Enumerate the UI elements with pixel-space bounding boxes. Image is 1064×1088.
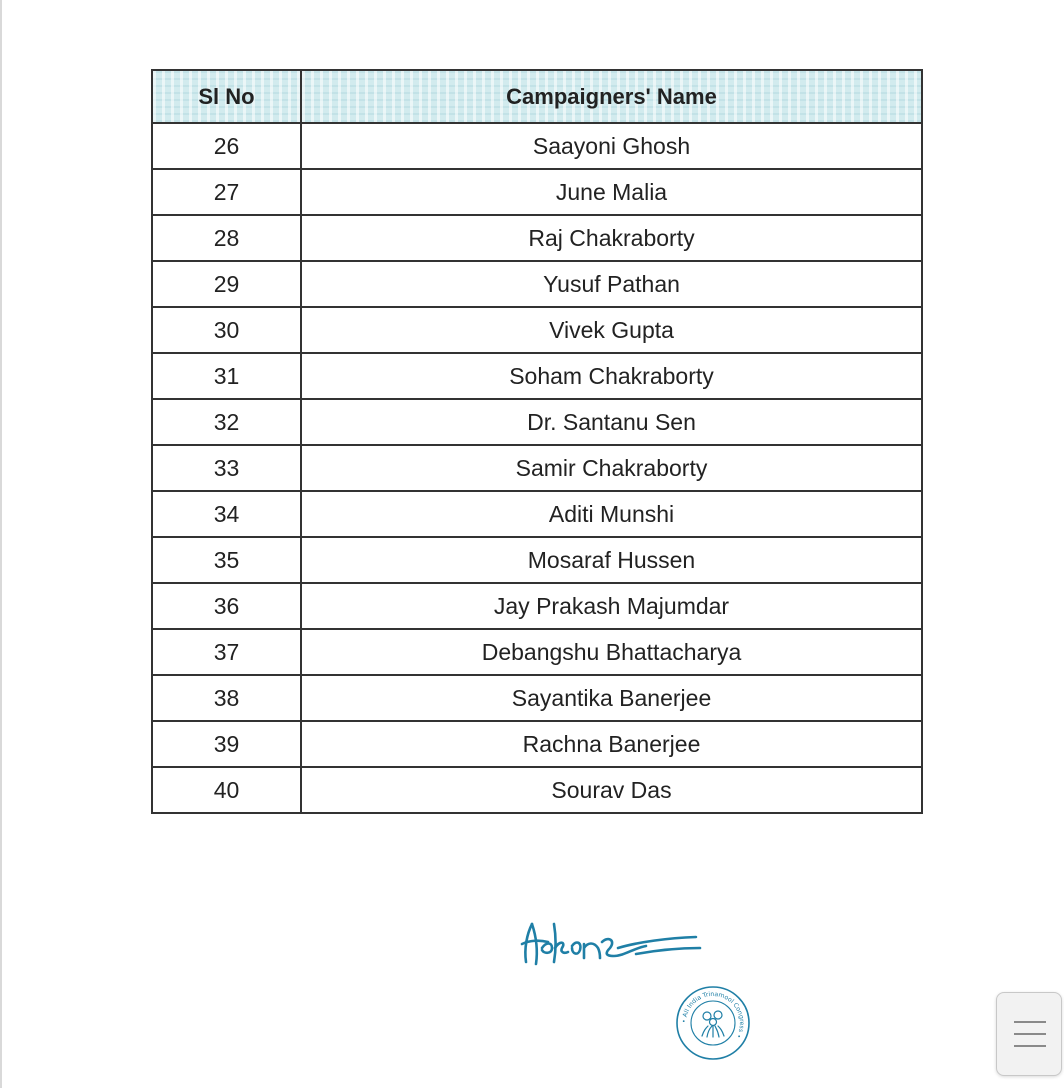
campaigner-name-cell: Sayantika Banerjee — [301, 675, 922, 721]
table-body — [152, 123, 922, 813]
table-row — [152, 721, 922, 767]
flower-grass-emblem-icon — [702, 1011, 724, 1037]
sl-no-cell: 32 — [152, 399, 301, 445]
table-row — [152, 399, 922, 445]
handwritten-signature-icon — [518, 918, 703, 970]
sl-no-cell: 36 — [152, 583, 301, 629]
table-row — [152, 445, 922, 491]
campaigner-name-cell: Samir Chakraborty — [301, 445, 922, 491]
sl-no-cell: 38 — [152, 675, 301, 721]
campaigner-name-cell: Debangshu Bhattacharya — [301, 629, 922, 675]
party-seal — [674, 984, 752, 1062]
campaigner-name-cell: Saayoni Ghosh — [301, 123, 922, 169]
sl-no-cell: 40 — [152, 767, 301, 813]
campaigner-name-cell: Aditi Munshi — [301, 491, 922, 537]
table-row — [152, 491, 922, 537]
table-row — [152, 215, 922, 261]
sl-no-cell: 31 — [152, 353, 301, 399]
campaigner-name-cell: Jay Prakash Majumdar — [301, 583, 922, 629]
sl-no-cell: 30 — [152, 307, 301, 353]
table-row — [152, 537, 922, 583]
table-row — [152, 583, 922, 629]
campaigner-name-cell: Vivek Gupta — [301, 307, 922, 353]
header-campaigner-name: Campaigners' Name — [301, 70, 922, 123]
seal-text: • All India Trinamool Congress • — [680, 990, 746, 1040]
table-row — [152, 353, 922, 399]
sl-no-cell: 28 — [152, 215, 301, 261]
campaigner-name-cell: Mosaraf Hussen — [301, 537, 922, 583]
header-sl-no: Sl No — [152, 70, 301, 123]
page-edge — [0, 0, 2, 1088]
sl-no-cell: 27 — [152, 169, 301, 215]
sl-no-cell: 37 — [152, 629, 301, 675]
table-row — [152, 261, 922, 307]
table-row — [152, 675, 922, 721]
sl-no-cell: 35 — [152, 537, 301, 583]
sl-no-cell: 39 — [152, 721, 301, 767]
campaigner-name-cell: Rachna Banerjee — [301, 721, 922, 767]
table-row — [152, 307, 922, 353]
campaigner-name-cell: Soham Chakraborty — [301, 353, 922, 399]
sl-no-cell: 34 — [152, 491, 301, 537]
campaigners-table — [151, 69, 923, 814]
table-row — [152, 123, 922, 169]
sl-no-cell: 29 — [152, 261, 301, 307]
campaigner-name-cell: Sourav Das — [301, 767, 922, 813]
table-row — [152, 629, 922, 675]
table-row — [152, 169, 922, 215]
campaigner-name-cell: Yusuf Pathan — [301, 261, 922, 307]
sl-no-cell: 26 — [152, 123, 301, 169]
table-row — [152, 767, 922, 813]
campaigner-name-cell: June Malia — [301, 169, 922, 215]
campaigner-name-cell: Dr. Santanu Sen — [301, 399, 922, 445]
hamburger-menu-icon — [1014, 1021, 1046, 1023]
campaigner-name-cell: Raj Chakraborty — [301, 215, 922, 261]
sl-no-cell: 33 — [152, 445, 301, 491]
table-header-row — [152, 70, 922, 123]
hamburger-menu-bar — [1014, 1045, 1046, 1047]
hamburger-menu-bar — [1014, 1033, 1046, 1035]
menu-button[interactable] — [996, 992, 1062, 1076]
